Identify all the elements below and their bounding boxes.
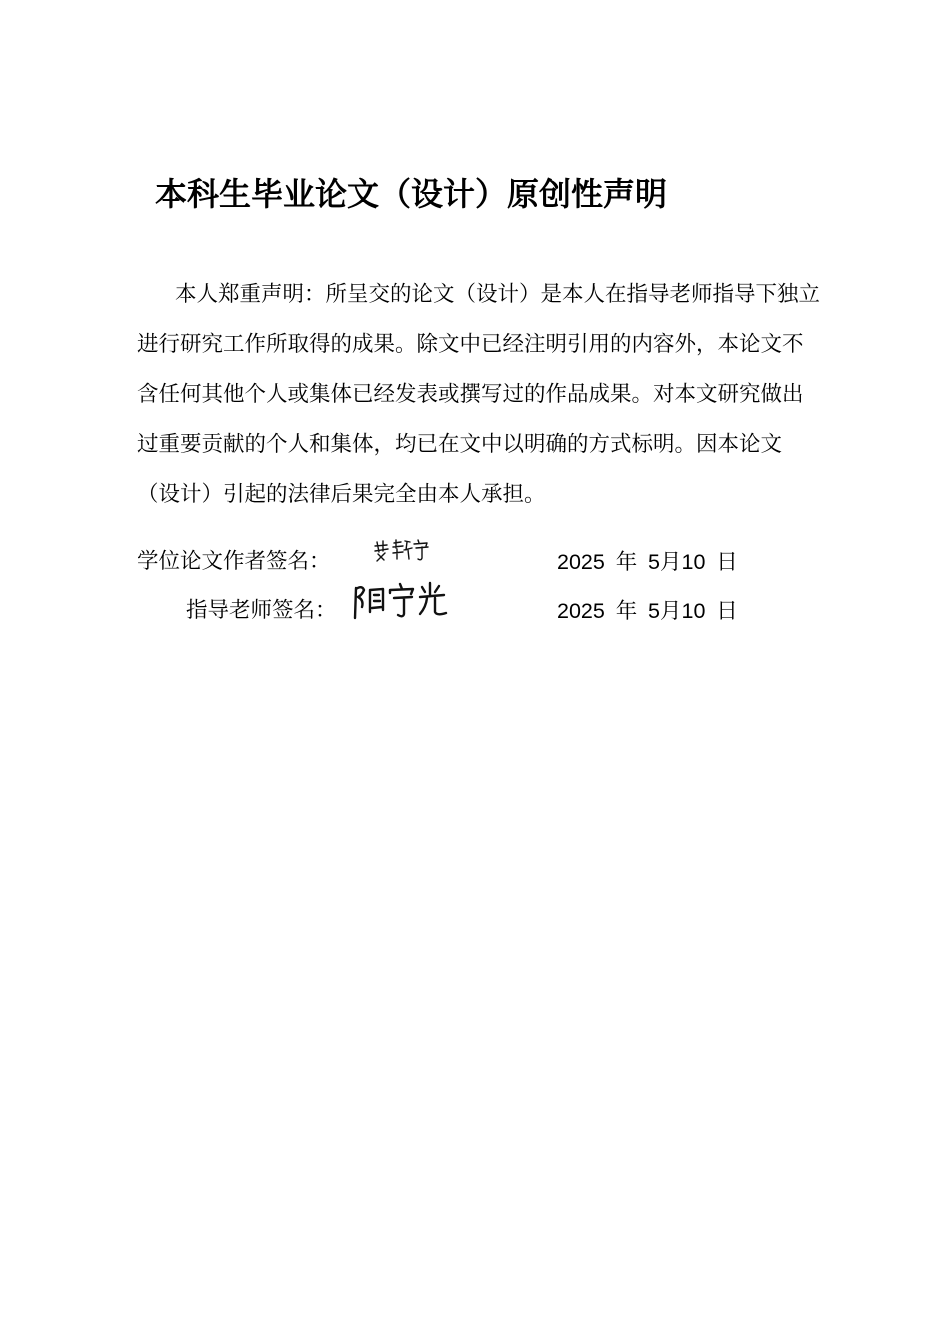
date-day: 10	[681, 550, 706, 574]
advisor-signature-label: 指导老师签名：	[186, 598, 337, 623]
author-signature-date	[557, 547, 738, 578]
date-month: 5	[648, 550, 661, 574]
date-month-unit: 月	[660, 599, 682, 624]
paragraph-line: 进行研究工作所取得的成果。除文中已经注明引用的内容外，本论文不	[137, 332, 804, 357]
date-month-unit: 月	[660, 550, 682, 575]
date-year: 2025	[557, 550, 605, 574]
date-year: 2025	[557, 599, 605, 623]
date-year-unit: 年	[615, 550, 638, 575]
page-title: 本科生毕业论文（设计）原创性声明	[155, 175, 668, 213]
declaration-paragraph	[137, 270, 857, 520]
author-handwritten-signature	[372, 538, 434, 564]
paragraph-line: 本人郑重声明：所呈交的论文（设计）是本人在指导老师指导下独立	[175, 282, 821, 307]
paragraph-line: 含任何其他个人或集体已经发表或撰写过的作品成果。对本文研究做出	[137, 382, 804, 407]
date-day: 10	[681, 599, 706, 623]
paragraph-line: （设计）引起的法律后果完全由本人承担。	[137, 482, 546, 507]
author-signature-label: 学位论文作者签名：	[137, 549, 331, 574]
advisor-signature-date	[557, 596, 738, 627]
date-day-unit: 日	[716, 550, 738, 575]
date-year-unit: 年	[615, 599, 638, 624]
date-day-unit: 日	[716, 599, 738, 624]
advisor-handwritten-signature	[350, 580, 454, 622]
date-month: 5	[648, 599, 661, 623]
paragraph-line: 过重要贡献的个人和集体，均已在文中以明确的方式标明。因本论文	[137, 432, 783, 457]
